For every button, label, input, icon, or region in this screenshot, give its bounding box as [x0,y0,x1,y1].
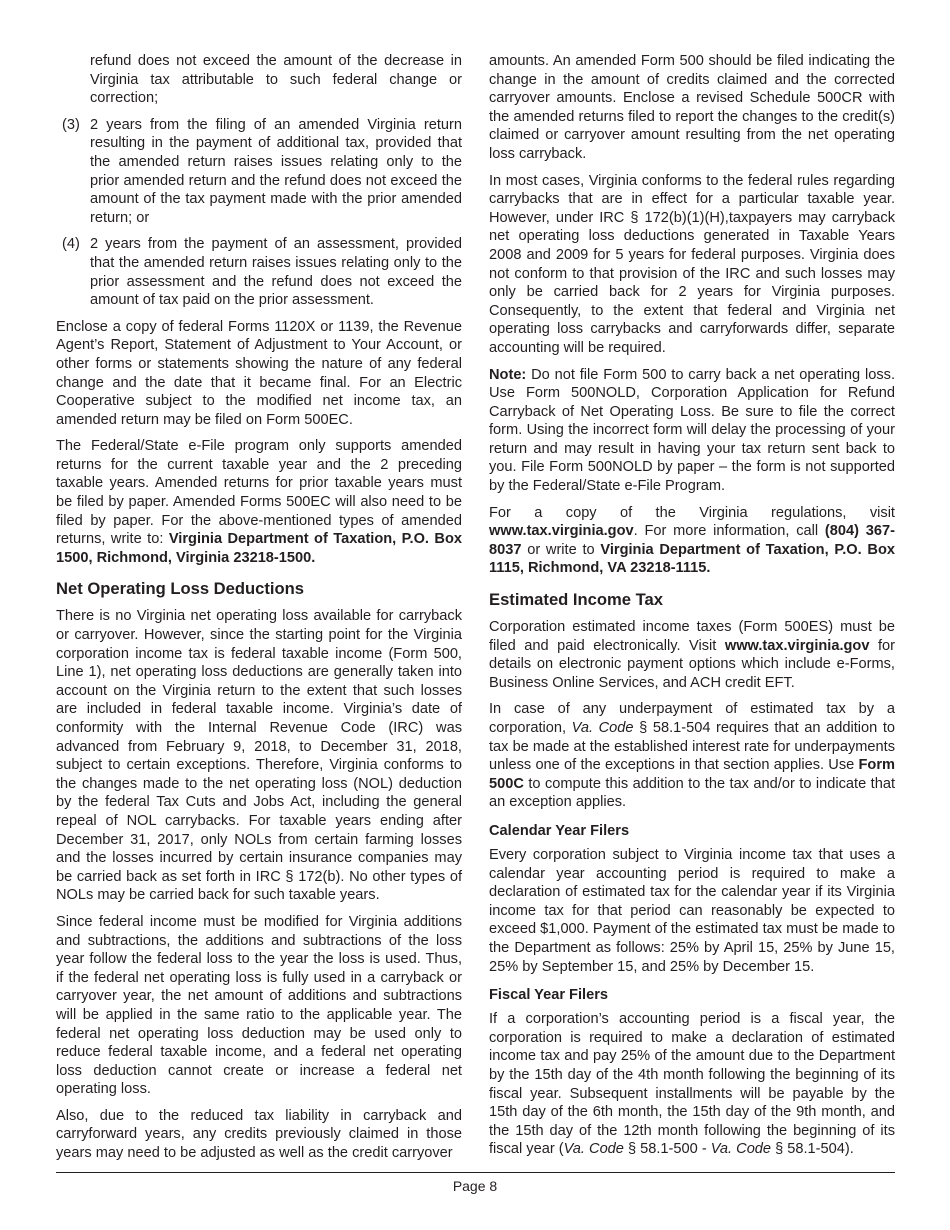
section-heading-estimated: Estimated Income Tax [489,590,663,610]
underpayment-paragraph: In case of any underpayment of estimated tax by a corporation, Va. Code § 58.1-504 requires that an addition to tax be made at the established interest rate for underpayments unless one of the exceptions in that section applies. Use Form 500C to compute this addition to the tax and/or to indicate that an exception applies. [489,701,896,811]
phone-number: (804) 367-8037 [489,523,895,558]
note-paragraph: Note: Do not file Form 500 to carry back a net operating loss. Use Form 500NOLD, Corporation Application for Refund Carryback of Net Operating Loss. Be sure to file the correct form. Using the incorrect form will delay the processing of your return and may result in having your tax return sent back to you. File Form 500NOLD by paper – the form is not supported by the Federal/State e-File Program. [489,366,895,495]
fiscal-paragraph: If a corporation’s accounting period is a fiscal year, the corporation is required to make a declaration of estimated income tax and pay 25% of the amount due to the Department by the 15th day of the 4th month following the beginning of its fiscal year. Subsequent installments will be payable by the 15th day of the 6th month, the 15th day of the 9th month, and the 15th day of the 12th month following the beginning of its fiscal year (Va. Code § 58.1-500 - Va. Code § 58.1-504). [489,1011,895,1158]
nol-paragraph-1: There is no Virginia net operating loss available for carryback or carryover. However, since the starting point for the Virginia corporation income tax is federal taxable income (Form 500, Line 1), net operating loss deductions are generally taken into account on the Virginia return to the extent that such losses are included in federal taxable income. Virginia’s date of conformity with the Internal Revenue Code (IRC) was advanced from February 9, 2018, to December 31, 2018, subject to certain exceptions. Therefore, Virginia conforms to the changes made to the net operating loss (NOL) deduction by the federal Tax Cuts and Jobs Act, including the general repeal of NOL carrybacks. For taxable years ending after December 31, 2017, only NOLs from certain farming losses and the losses incurred by certain insurance companies may be carried back as set forth in IRC § 172(b). No other types of NOLs may be carried back for such taxable years. [56,608,462,904]
list-item-text: 2 years from the payment of an assessment, provided that the amended return raises issues relating only to the prior assessment and the refund does not exceed the amount of tax paid on the prior assessment. [90,236,462,309]
mailing-address: Virginia Department of Taxation, P.O. Box 1115, Richmond, VA 23218-1115. [489,541,895,577]
code-citation: Va. Code [563,1141,624,1158]
calendar-paragraph: Every corporation subject to Virginia income tax that uses a calendar year accounting period is required to make a declaration of estimated tax for the calendar year if its Virginia income tax for that period can reasonably be expected to exceed $1,000. Payment of the estimated tax must be made to the Department as follows: 25% by April 15, 25% by June 15, 25% by September 15, and 25% by December 15. [489,846,895,975]
code-citation: Va. Code [571,720,634,736]
carryback-rules-paragraph: In most cases, Virginia conforms to the federal rules regarding carrybacks that are in effect for a particular taxable year. However, under IRC § 172(b)(1)(H),taxpayers may carryback net operating loss deductions generated in Taxable Years 2008 and 2009 for 5 years for federal purposes. Virginia does not conform to that provision of the IRC and such losses may only be carried back for 2 years for Virginia purposes. Consequently, to the extent that federal and Virginia net operating loss carrybacks and carryforwards differ, separate accounting will be required. [489,172,895,356]
list-item [56,116,462,228]
nol-paragraph-3: Also, due to the reduced tax liability in carryback and carryforward years, any credits previously claimed in those years may need to be adjusted as well as the credit carryover [56,1107,462,1162]
efile-paragraph: The Federal/State e-File program only supports amended returns for the current taxable year and the 2 preceding taxable years. Amended returns for prior taxable years must be filed by paper. Amended Forms 500EC will also need to be filed by paper. For the above-mentioned types of amended returns, write to: Virginia Department of Taxation, P.O. Box 1500, Richmond, Virginia 23218-1500. [56,438,462,566]
subheading-calendar-year: Calendar Year Filers [489,822,630,839]
estimated-paragraph: Corporation estimated income taxes (Form 500ES) must be filed and paid electronically. Visit www.tax.virginia.gov for details on electronic payment options which include e-Forms, Business Online Services, and ACH credit EFT. [489,619,895,691]
page-number: Page 8 [452,1178,498,1194]
note-label: Note: [489,366,527,383]
right-column [489,52,895,1167]
subheading-fiscal-year: Fiscal Year Filers [489,987,608,1004]
footer-divider [56,1172,895,1173]
enclose-paragraph: Enclose a copy of federal Forms 1120X or 1139, the Revenue Agent’s Report, Statement of Adjustment to Your Account, or other forms or statements showing the nature of any federal change and the date that it became final. For an Electric Cooperative subject to the modified net income tax, an amended return may be filed on Form 500EC. [56,318,462,428]
left-column [56,52,462,1171]
amended-credits-paragraph: amounts. An amended Form 500 should be filed indicating the change in the amount of credits claimed and the corrected carryover amounts. Enclose a revised Schedule 500CR with the amended returns filed to report the changes to the credit(s) claimed or carryover amount resulting from the net operating loss carryback. [489,53,895,162]
form-reference: Form 500C [489,757,895,792]
code-citation: Va. Code [710,1141,772,1158]
nol-paragraph-2: Since federal income must be modified for Virginia additions and subtractions, the additions and subtractions of the loss year follow the federal loss to the year the loss is used. Thus, if the federal net operating loss is fully used in a carryback or carryover year, the net amount of additions and subtractions will be applied in the same ratio to the applicable year. The federal net operating loss deduction may be used only to reduce federal taxable income, and a federal net operating loss deduction cannot create or increase a federal net operating loss. [56,913,462,1098]
list-item-text: 2 years from the filing of an amended Virginia return resulting in the payment of additional tax, provided that the amended return raises issues relating only to the prior amended return and the refund does not exceed the amount of the tax payment made with the prior amended return; or [90,116,462,226]
continued-paragraph: refund does not exceed the amount of the decrease in Virginia tax attributable to such federal change or correction; [90,53,462,107]
section-heading-nol: Net Operating Loss Deductions [56,579,305,599]
website-link[interactable]: www.tax.virginia.gov [724,637,870,654]
list-item-number: (3) [62,116,80,133]
list-item-number: (4) [62,236,80,253]
mailing-address: Virginia Department of Taxation, P.O. Box 1500, Richmond, Virginia 23218-1500. [56,531,462,566]
regulations-paragraph: For a copy of the Virginia regulations, visit www.tax.virginia.gov. For more information, call (804) 367-8037 or write to Virginia Department of Taxation, P.O. Box 1115, Richmond, VA 23218-1115. [489,504,895,577]
list-item [56,235,462,309]
website-link[interactable]: www.tax.virginia.gov [489,523,634,540]
